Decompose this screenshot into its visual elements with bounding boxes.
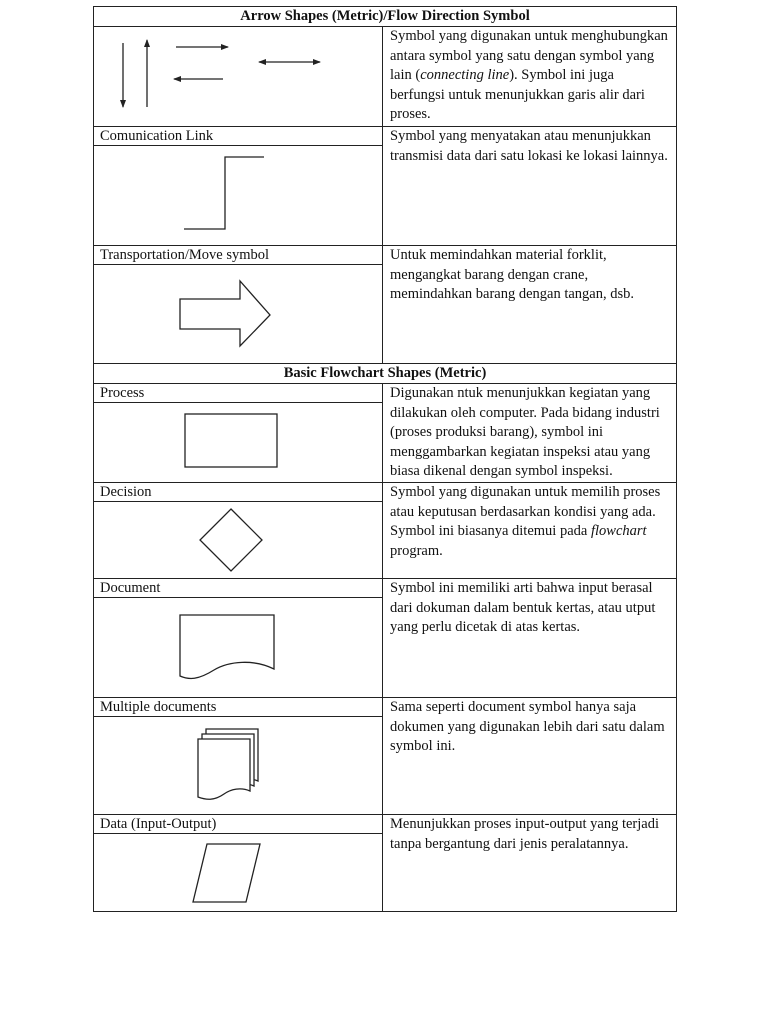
section-title-basic-flowchart: Basic Flowchart Shapes (Metric) [94, 364, 677, 384]
diamond-icon [94, 502, 382, 578]
symbol-cell [94, 127, 383, 246]
section-header-row [94, 364, 677, 384]
description-cell: Symbol ini memiliki arti bahwa input berasal dari dokuman dalam bentuk kertas, atau utput yang perlu dicetak di atas kertas. [383, 578, 677, 697]
multiple-documents-icon [94, 717, 382, 814]
rectangle-icon [94, 403, 382, 481]
description-cell: Symbol yang menyatakan atau menunjukkan transmisi data dari satu lokasi ke lokasi lainnya. [383, 127, 677, 246]
symbol-name: Multiple documents [94, 698, 382, 717]
symbol-cell [94, 482, 383, 578]
description-italic-term: flowchart [590, 523, 647, 540]
parallelogram-icon [94, 834, 382, 911]
description-text: Symbol yang digunakan untuk menghubungkan antara symbol yang satu dengan symbol yang lain ( [390, 28, 668, 84]
table-row-process [94, 384, 677, 483]
symbol-name: Document [94, 579, 382, 598]
description-italic-term: connecting line [420, 67, 510, 84]
table-row-communication-link [94, 127, 677, 246]
section-title-arrow-shapes: Arrow Shapes (Metric)/Flow Direction Symbol [94, 7, 677, 27]
description-text-end: ). Symbol ini juga berfungsi untuk menunjukkan garis alir dari proses. [390, 67, 645, 123]
table-row-decision [94, 482, 677, 578]
symbol-cell [94, 384, 383, 483]
flowchart-symbol-table [93, 6, 677, 912]
description-cell [383, 27, 677, 127]
symbol-cell [94, 27, 383, 127]
block-arrow-right-icon [94, 265, 382, 363]
symbol-name: Process [94, 384, 382, 403]
section-header-row [94, 7, 677, 27]
symbol-cell [94, 814, 383, 911]
symbol-name: Comunication Link [94, 127, 382, 146]
symbol-name: Data (Input-Output) [94, 815, 382, 834]
flow-direction-arrows-icon [94, 27, 382, 126]
table-row-transportation [94, 246, 677, 364]
symbol-cell [94, 578, 383, 697]
description-cell: Sama seperti document symbol hanya saja dokumen yang digunakan lebih dari satu dalam symbol ini. [383, 697, 677, 814]
symbol-cell [94, 697, 383, 814]
description-text-end: program. [390, 542, 443, 559]
description-cell: Untuk memindahkan material forklit, mengangkat barang dengan crane, memindahkan barang dengan tangan, dsb. [383, 246, 677, 364]
flowchart-symbol-table-page [93, 6, 676, 912]
description-cell [383, 482, 677, 578]
table-row-document [94, 578, 677, 697]
table-row-flow-direction [94, 27, 677, 127]
symbol-cell [94, 246, 383, 364]
communication-link-icon [94, 146, 382, 245]
document-shape-icon [94, 598, 382, 697]
description-cell: Menunjukkan proses input-output yang terjadi tanpa bergantung dari jenis peralatannya. [383, 814, 677, 911]
table-row-data-input-output [94, 814, 677, 911]
symbol-name: Transportation/Move symbol [94, 246, 382, 265]
table-row-multiple-documents [94, 697, 677, 814]
symbol-name: Decision [94, 483, 382, 502]
description-text: Symbol yang digunakan untuk memilih proses atau keputusan berdasarkan kondisi yang ada. Symbol ini biasanya ditemui pada [390, 483, 661, 540]
description-cell: Digunakan ntuk menunjukkan kegiatan yang dilakukan oleh computer. Pada bidang industri (proses produksi barang), symbol ini menggambarkan kegiatan inspeksi atau yang biasa dikenal dengan symbol inspeksi. [383, 384, 677, 483]
